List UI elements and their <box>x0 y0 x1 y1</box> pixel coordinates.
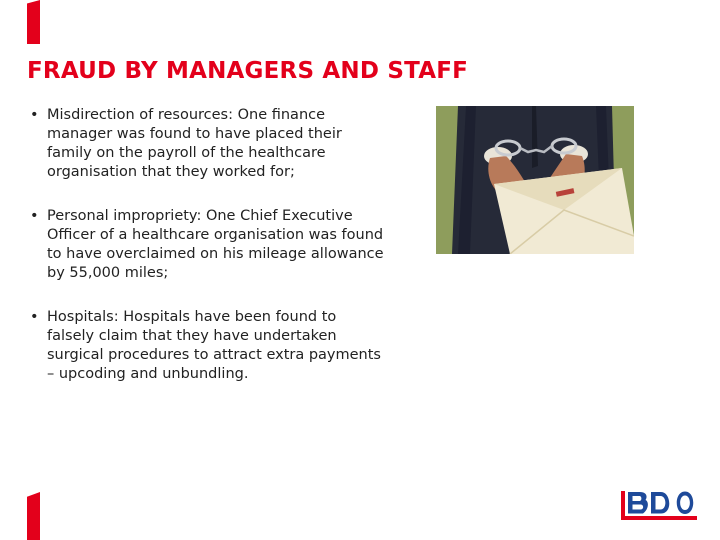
slide-title: FRAUD BY MANAGERS AND STAFF <box>27 58 469 84</box>
bullet-marker: • <box>30 208 39 224</box>
handcuffed-hands-envelope-photo <box>436 106 634 254</box>
bullet-marker: • <box>30 309 39 325</box>
bullet-list <box>27 106 387 409</box>
bullet-text: Hospitals: Hospitals have been found to falsely claim that they have undertaken surgical procedures to attract extra payments – upcoding and unbundling. <box>47 309 381 382</box>
bdo-logo <box>621 489 699 521</box>
bullet-text: Misdirection of resources: One finance manager was found to have placed their family on the payroll of the healthcare organisation that they worked for; <box>47 107 342 180</box>
bullet-item <box>27 207 387 283</box>
accent-bar-top <box>27 0 40 44</box>
accent-bar-bottom <box>27 492 40 540</box>
bullet-text: Personal impropriety: One Chief Executive Officer of a healthcare organisation was found to have overclaimed on his mileage allowance by 55,000 miles; <box>47 208 384 281</box>
bullet-item <box>27 106 387 182</box>
bullet-item <box>27 308 387 384</box>
bullet-marker: • <box>30 107 39 123</box>
